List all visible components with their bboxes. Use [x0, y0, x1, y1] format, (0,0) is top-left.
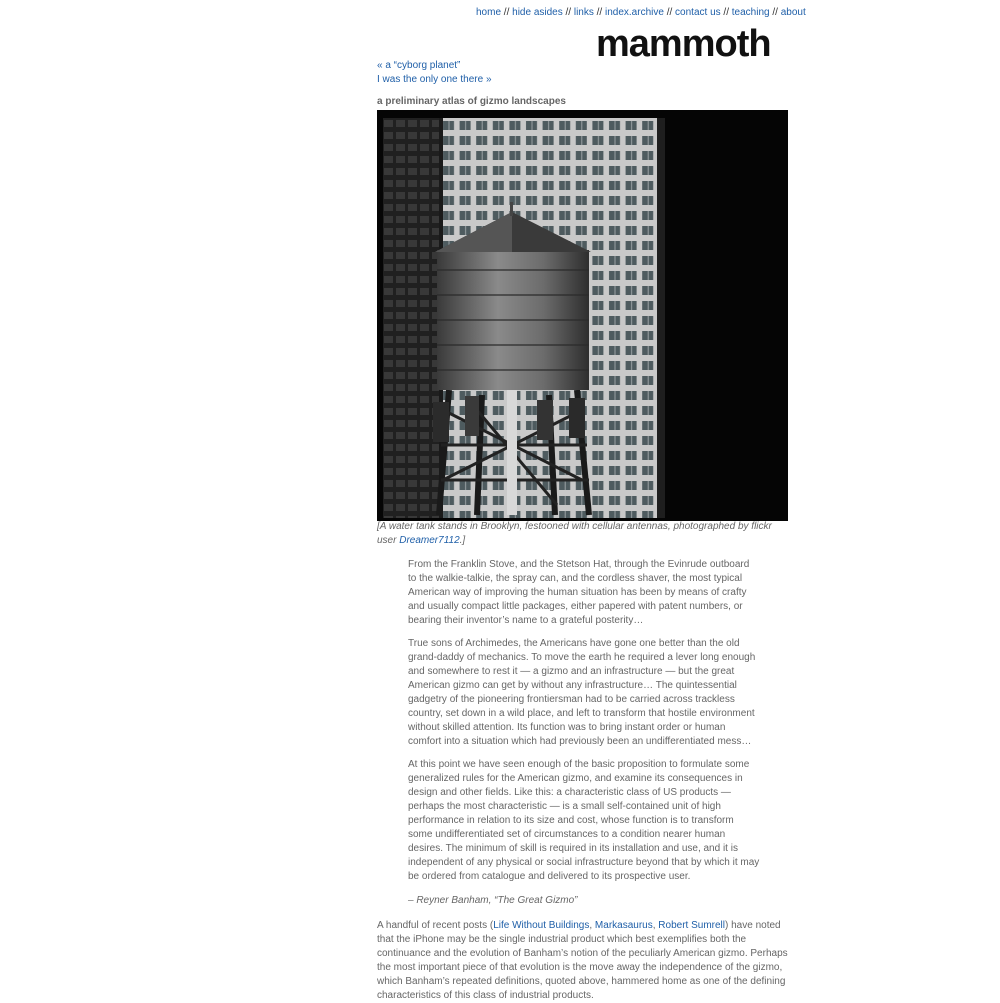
body-text-start: A handful of recent posts (	[377, 920, 494, 931]
nav-about[interactable]: about	[780, 7, 806, 18]
nav-links[interactable]: links	[573, 7, 594, 18]
quote-paragraph: At this point we have seen enough of the basic proposition to formulate some generalized rules for the American gizmo, and examine its consequences in design and other fields. Like this: a characteristic class of US products — perhaps the most characteristic — is a small self-contained unit of high performance in relation to its size and cost, whose function is to transform some undifferentiated set of circumstances to a condition nearer human desires. The minimum of skill is required in its installation and use, and it is independent of any physical or social infrastructure beyond that by which it may be ordered from catalogue and delivered to its prospective user.	[408, 759, 760, 882]
quote-attribution: – Reyner Banham, “The Great Gizmo”	[408, 895, 578, 906]
nav-separator: //	[723, 7, 729, 18]
block-quote	[408, 558, 760, 917]
top-navigation	[476, 7, 806, 19]
link-life-without-buildings[interactable]: Life Without Buildings	[493, 920, 590, 931]
site-logo[interactable]: mammoth	[596, 23, 771, 65]
photo-caption	[377, 520, 787, 548]
nav-separator: //	[666, 7, 673, 18]
body-comma: ,	[589, 920, 595, 931]
quote-paragraph: From the Franklin Stove, and the Stetson Hat, through the Evinrude outboard to the walkie-talkie, the spray can, and the cordless shaver, the most typical American way of improving the human situation has been by means of crafty and usually compact little packages, either papered with patent numbers, or bearing their inventor’s name to a grateful posterity…	[408, 559, 750, 626]
post-body	[377, 919, 790, 1003]
nav-separator: //	[596, 7, 603, 18]
caption-end: .]	[459, 535, 466, 546]
caption-flickr-link[interactable]: Dreamer7112	[399, 535, 460, 546]
post-title: a preliminary atlas of gizmo landscapes	[377, 96, 566, 107]
nav-home[interactable]: home	[476, 7, 502, 18]
nav-hide-asides[interactable]: hide asides	[512, 7, 563, 18]
nav-separator: //	[503, 7, 510, 18]
previous-post-link[interactable]: « a “cyborg planet”	[377, 60, 461, 71]
nav-contact-us[interactable]: contact us	[675, 7, 721, 18]
caption-text: [A water tank stands in Brooklyn, festooned with cellular antennas, photographed by flickr user	[377, 521, 772, 546]
nav-separator: //	[772, 7, 778, 18]
nav-index-archive[interactable]: index.archive	[605, 7, 664, 18]
body-paragraph	[377, 919, 790, 1003]
nav-separator: //	[565, 7, 572, 18]
quote-paragraph: True sons of Archimedes, the Americans have gone one better than the old grand-daddy of mechanics. To move the earth he required a lever long enough and somewhere to rest it — a gizmo and an infrastructure — but the great American gizmo can get by without any infrastructure… The quintessential gadgetry of the pioneering frontiersman had to be carried across trackless country, set down in a wild place, and left to transform that hostile environment without skilled attention. Its function was to bring instant order or human comfort into a situation which had previously been an undifferentiated mess…	[408, 638, 756, 747]
link-robert-sumrell[interactable]: Robert Sumrell	[658, 920, 725, 931]
nav-teaching[interactable]: teaching	[731, 7, 770, 18]
body-text-end: ) have noted that the iPhone may be the single industrial product which best exemplifies both the continuance and the evolution of Banham’s notion of the peculiarly American gizmo. Perhaps the most important piece of that evolution is the move away the independence of the gizmo, which Banham’s repeated definitions, quoted above, hammered home as one of the defining characteristics of this class of industrial products.	[377, 920, 788, 1001]
post-navigation	[377, 59, 492, 87]
link-markasaurus[interactable]: Markasaurus	[594, 920, 653, 931]
water-tank-photo	[377, 110, 788, 521]
body-comma: ,	[652, 920, 659, 931]
water-tank-image	[377, 110, 788, 521]
next-post-link[interactable]: I was the only one there »	[377, 74, 492, 85]
